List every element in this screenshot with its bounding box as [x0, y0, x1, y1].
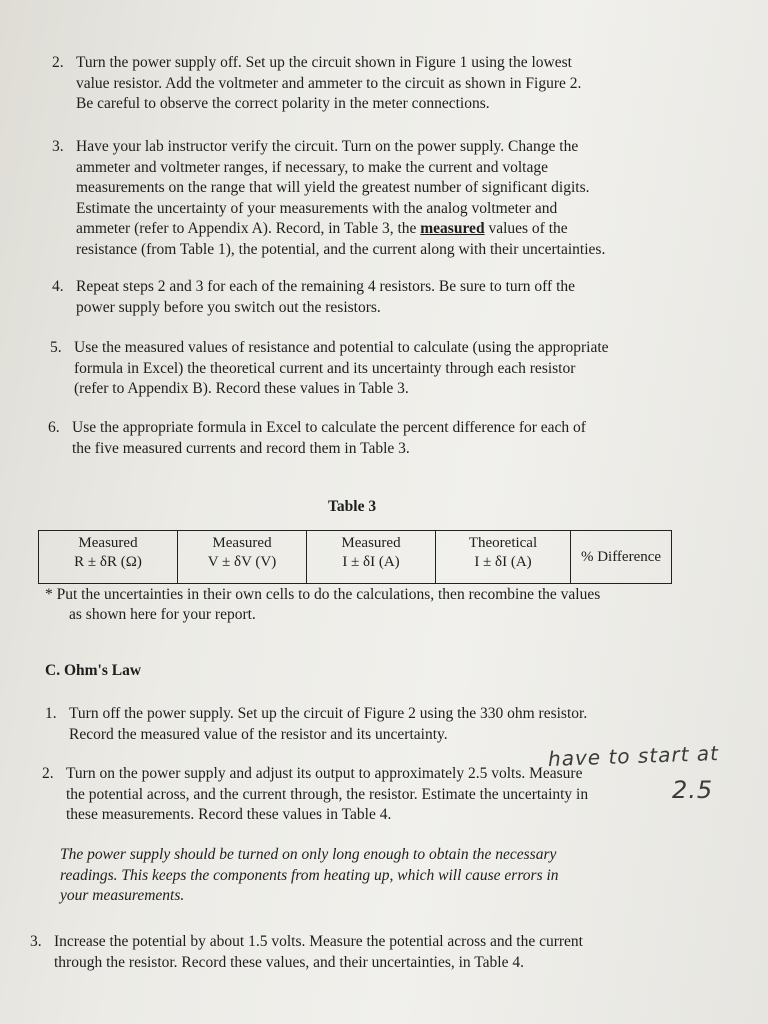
step-text-line: Estimate the uncertainty of your measurements with the analog voltmeter and	[76, 199, 558, 217]
step-text-line: ammeter and voltmeter ranges, if necessary, to make the current and voltage	[76, 158, 548, 176]
header-cell-resistance: Measured R ± δR (Ω)	[39, 531, 178, 584]
section-heading: C. Ohm's Law	[45, 662, 142, 679]
step-text-line: Turn off the power supply. Set up the circuit of Figure 2 using the 330 ohm resistor.	[69, 705, 588, 722]
step-text-line: measurements on the range that will yield the greatest number of significant digits.	[76, 179, 590, 196]
step-text-line: (refer to Appendix B). Record these values in Table 3.	[74, 380, 409, 397]
step-text-line: Use the measured values of resistance and potential to calculate (using the appropriate	[74, 339, 609, 356]
header-cell-potential: Measured V ± δV (V)	[178, 531, 307, 584]
step-text-line: these measurements. Record these values in Table 4.	[66, 806, 392, 823]
step-text-line: power supply before you switch out the resistors.	[76, 298, 381, 316]
table-title: Table 3	[328, 498, 377, 515]
step-number: 3.	[52, 138, 64, 155]
step-number: 1.	[45, 705, 57, 722]
step-text-line: Turn on the power supply and adjust its output to approximately 2.5 volts. Measure	[66, 765, 583, 782]
step-text-line: Be careful to observe the correct polarity in the meter connections.	[76, 95, 490, 112]
step-text-line: Use the appropriate formula in Excel to calculate the percent difference for each of	[72, 419, 586, 436]
step-text-line: value resistor. Add the voltmeter and ammeter to the circuit as shown in Figure 2.	[76, 74, 582, 92]
handwritten-value: 2.5	[672, 776, 714, 804]
header-cell-current: Measured I ± δI (A)	[307, 531, 436, 584]
step-number: 4.	[52, 278, 64, 295]
step-number: 2.	[42, 765, 54, 782]
table-header-row	[39, 531, 672, 584]
step-text-line: Repeat steps 2 and 3 for each of the remaining 4 resistors. Be sure to turn off the	[76, 278, 576, 295]
emphasis-measured: measured	[420, 220, 485, 237]
step-number: 6.	[48, 419, 60, 436]
step-number: 5.	[50, 339, 62, 356]
step-text-line: through the resistor. Record these values, and their uncertainties, in Table 4.	[54, 953, 524, 971]
step-text-line: Increase the potential by about 1.5 volts. Measure the potential across and the current	[54, 933, 583, 950]
step-text-line: Turn the power supply off. Set up the circuit shown in Figure 1 using the lowest	[76, 54, 572, 71]
step-text-line: resistance (from Table 1), the potential, and the current along with their uncertainties.	[76, 240, 606, 258]
step-text-line: the five measured currents and record them in Table 3.	[72, 439, 410, 457]
step-text-line: formula in Excel) the theoretical current and its uncertainty through each resistor	[74, 359, 576, 377]
step-number: 2.	[52, 54, 64, 71]
italic-note: The power supply should be turned on only long enough to obtain the necessary readings. This keeps the components from heating up, which will cause errors in your measurements.	[60, 846, 559, 904]
step-number: 3.	[30, 933, 42, 950]
header-cell-percent-difference: % Difference	[571, 531, 672, 584]
step-text-line: Have your lab instructor verify the circuit. Turn on the power supply. Change the	[76, 138, 579, 155]
step-text-line: Record the measured value of the resistor and its uncertainty.	[69, 725, 448, 743]
step-text-line: the potential across, and the current through, the resistor. Estimate the uncertainty in	[66, 785, 589, 803]
step-text-line: ammeter (refer to Appendix A). Record, in Table 3, the measured values of the	[76, 220, 568, 237]
handwritten-note: have to start at	[547, 741, 720, 771]
table-footnote: * Put the uncertainties in their own cells to do the calculations, then recombine the values as shown here for your report.	[45, 586, 601, 623]
header-cell-theoretical: Theoretical I ± δI (A)	[436, 531, 571, 584]
table-3	[38, 530, 672, 584]
